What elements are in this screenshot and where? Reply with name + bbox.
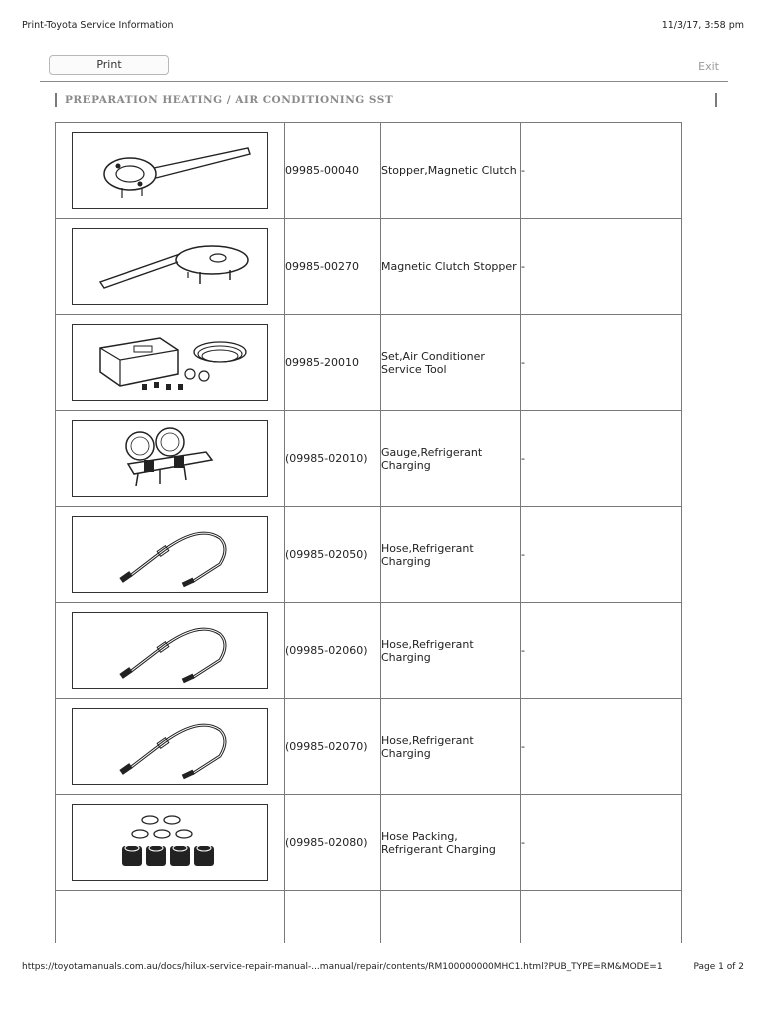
hose-packing-icon	[80, 808, 260, 878]
tool-note: -	[521, 411, 682, 507]
tool-image	[72, 228, 268, 305]
tool-name: Hose,Refrigerant Charging	[381, 699, 521, 795]
page-url: https://toyotamanuals.com.au/docs/hilux-service-repair-manual-...manual/repair/contents/RM100000000MHC1.html?PUB_TYPE=RM&MODE=1	[22, 962, 663, 972]
section-title: PREPARATION HEATING / AIR CONDITIONING SST	[55, 93, 717, 107]
table-row	[56, 699, 682, 795]
print-timestamp: 11/3/17, 3:58 pm	[661, 20, 744, 31]
tool-name: Set,Air Conditioner Service Tool	[381, 315, 521, 411]
part-number: 09985-00040	[285, 123, 381, 219]
table-row	[56, 795, 682, 891]
exit-link[interactable]: Exit	[698, 60, 719, 73]
service-tool-set-icon	[80, 328, 260, 398]
magnetic-clutch-stopper-icon	[80, 136, 260, 206]
tool-name: Hose,Refrigerant Charging	[381, 507, 521, 603]
divider	[40, 81, 728, 82]
table-row	[56, 123, 682, 219]
tool-image	[72, 420, 268, 497]
hose-icon	[80, 616, 260, 686]
tool-name: Hose Packing, Refrigerant Charging	[381, 795, 521, 891]
tool-note: -	[521, 123, 682, 219]
part-number: (09985-02070)	[285, 699, 381, 795]
tool-note: -	[521, 699, 682, 795]
hose-icon	[80, 520, 260, 590]
tool-note: -	[521, 315, 682, 411]
page-number: Page 1 of 2	[693, 962, 744, 972]
tool-note: -	[521, 507, 682, 603]
tool-image	[72, 804, 268, 881]
part-number: (09985-02080)	[285, 795, 381, 891]
table-row	[56, 219, 682, 315]
tool-image	[72, 132, 268, 209]
tool-note: -	[521, 219, 682, 315]
table-row	[56, 411, 682, 507]
hose-icon	[80, 712, 260, 782]
tool-image	[72, 612, 268, 689]
part-number: (09985-02060)	[285, 603, 381, 699]
tool-image	[72, 516, 268, 593]
print-footer	[22, 962, 746, 972]
tool-note: -	[521, 603, 682, 699]
part-number: 09985-00270	[285, 219, 381, 315]
tool-name: Gauge,Refrigerant Charging	[381, 411, 521, 507]
table-row	[56, 603, 682, 699]
print-button[interactable]: Print	[49, 55, 169, 75]
sst-table	[55, 122, 682, 943]
tool-name: Stopper,Magnetic Clutch	[381, 123, 521, 219]
gauge-manifold-icon	[80, 424, 260, 494]
table-row	[56, 315, 682, 411]
document-title: Print-Toyota Service Information	[22, 20, 174, 31]
part-number: 09985-20010	[285, 315, 381, 411]
print-header	[22, 20, 746, 31]
tool-name: Magnetic Clutch Stopper	[381, 219, 521, 315]
tool-image	[72, 708, 268, 785]
table-row	[56, 507, 682, 603]
magnetic-clutch-stopper-icon	[80, 232, 260, 302]
table-row	[56, 891, 682, 944]
tool-name: Hose,Refrigerant Charging	[381, 603, 521, 699]
tool-image	[72, 324, 268, 401]
part-number: (09985-02050)	[285, 507, 381, 603]
part-number: (09985-02010)	[285, 411, 381, 507]
tool-note: -	[521, 795, 682, 891]
